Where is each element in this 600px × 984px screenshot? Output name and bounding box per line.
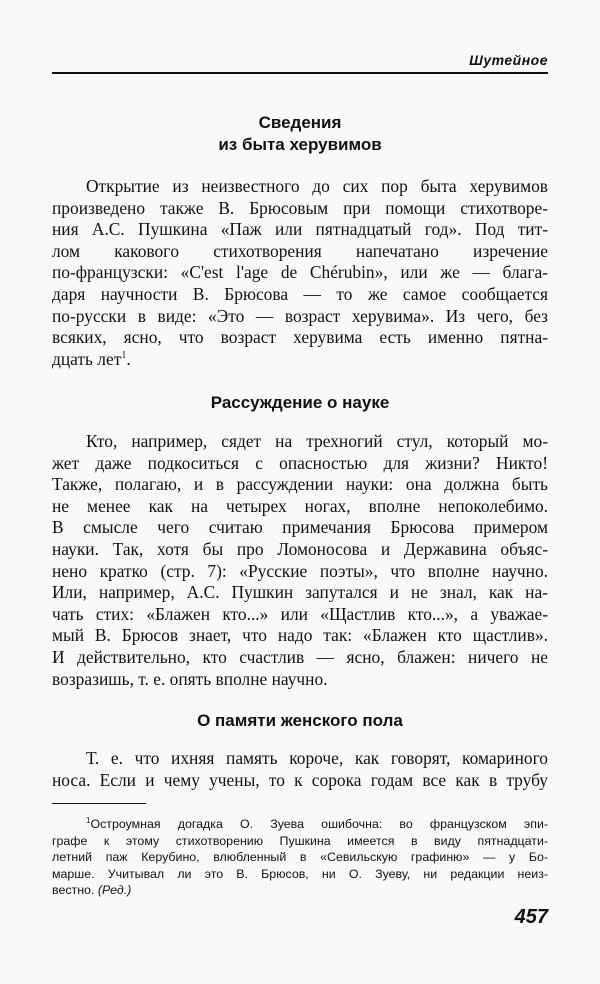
text-line: носа. Если и чему учены, то к сорока годам все как в трубу <box>52 769 548 790</box>
text-line: нено кратко (стр. 7): «Русские поэты», что вполне научно. <box>52 560 548 581</box>
section-title-memory <box>52 710 548 732</box>
section-title-line: О памяти женского пола <box>197 711 403 730</box>
text-line: произведено также В. Брюсовым при помощи стихотворе- <box>52 197 548 218</box>
text-line-with-footnote <box>52 349 548 371</box>
text-line: И действительно, кто счастлив — ясно, блажен: ничего не <box>52 646 548 667</box>
footnote-line <box>52 882 548 899</box>
footnote-reference: 1 <box>121 349 127 361</box>
text-fragment: Остроумная догадка О. Зуева ошибочна: во французском эпи- <box>90 817 548 831</box>
text-line: Открытие из неизвестного до сих пор быта херувимов <box>86 176 548 196</box>
paragraph-cherubs <box>52 176 548 370</box>
text-line: всяких, ясно, что возраст херувима есть именно пятна- <box>52 327 548 348</box>
editor-note: (Ред.) <box>97 883 132 898</box>
text-line: науки. Так, хотя бы про Ломоносова и Державина объяс- <box>52 538 548 559</box>
footnote-rule <box>52 803 146 804</box>
section-title-line: Рассуждение о науке <box>210 393 390 412</box>
footnote-line: летний паж Керубино, влюбленный в «Севильскую графиню» — у Бо- <box>52 850 548 865</box>
text-line: даря научности В. Брюсова — то же самое сообщается <box>52 283 548 304</box>
text-line: Также, полагаю, и в рассуждении науки: она должна быть <box>52 474 548 495</box>
section-title-cherubs <box>52 112 548 156</box>
text-line: чать стих: «Блажен кто...» или «Щастлив кто...», а уважае- <box>52 603 548 624</box>
footnote-line: марше. Учитывал ли это В. Брюсов, ни О. Зуеву, ни редакции неиз- <box>52 866 548 881</box>
text-line: не менее как на четырех ногах, вполне непоколебимо. <box>52 495 548 516</box>
footnote <box>52 816 548 899</box>
text-line: Кто, например, сядет на трехногий стул, который мо- <box>86 431 548 451</box>
page-number: 457 <box>514 906 548 928</box>
header-rule <box>52 72 548 74</box>
text-line: ния А.С. Пушкина «Паж или пятнадцатый год». Под тит- <box>52 219 548 240</box>
text-fragment: . <box>126 348 131 369</box>
text-line: мый В. Брюсов знает, что надо так: «Блажен кто щастлив». <box>52 625 548 646</box>
footnote-marker: 1 <box>86 816 91 825</box>
text-fragment: дцать лет <box>52 348 122 369</box>
text-line: Т. е. что ихняя память короче, как говорят, комариного <box>86 748 548 768</box>
text-line: лом каковогo стихотворения напечатано изречение <box>52 240 548 261</box>
section-title-line: из быта херувимов <box>218 135 382 154</box>
section-title-science <box>52 392 548 414</box>
section-title-line: Сведения <box>258 113 342 132</box>
text-line: возразишь, т. е. опять вполне научно. <box>52 668 328 689</box>
text-line: по-французски: «C'est l'age de Chérubin», или же — блага- <box>52 262 548 283</box>
text-fragment: вестно. <box>52 883 95 898</box>
text-line: по-русски в виде: «Это — возраст херувима». Из чего, без <box>52 305 548 326</box>
text-line: Или, например, А.С. Пушкин запутался и не знал, как на- <box>52 582 548 603</box>
footnote-line <box>52 816 548 833</box>
text-line: жет даже подкоситься с опасностью для жизни? Никто! <box>52 452 548 473</box>
text-line: В смысле чего считаю примечания Брюсова примером <box>52 517 548 538</box>
paragraph-memory <box>52 748 548 791</box>
footnote-line: графе к этому стихотворению Пушкина имеется в виду пятнадцати- <box>52 833 548 848</box>
paragraph-science <box>52 431 548 690</box>
running-head: Шутейное <box>469 52 548 68</box>
